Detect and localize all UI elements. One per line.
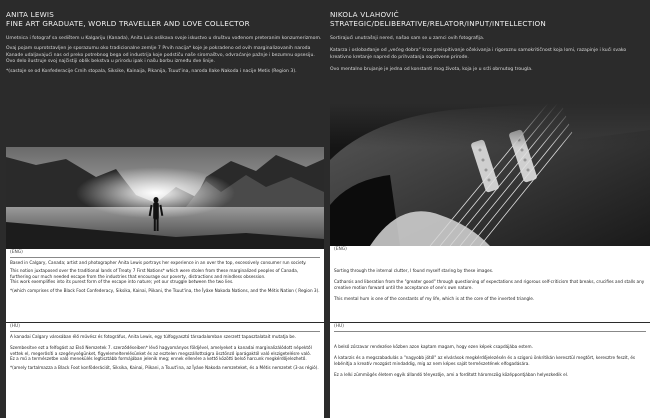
landscape-photo <box>6 147 324 249</box>
artist-name-right: NIKOLA VLAHOVIĆ <box>330 10 399 19</box>
language-tag-eng: (ENG) <box>334 247 347 252</box>
hungarian-translation-right <box>330 323 650 418</box>
left-paragraph: Umetnica i fotograf sa sedištem u Kalgariju (Kanada), Anita Luis oslikava svoje iskustvo u društvu vođenom preteranim konzumerizmom. <box>6 36 322 42</box>
right-header <box>330 0 648 28</box>
artist-subtitle-left: FINE ART GRADUATE, WORLD TRAVELLER AND LOVE COLLECTOR <box>6 18 250 28</box>
artist-subtitle-right: STRATEGIC/DELIBERATIVE/RELATOR/INPUT/INTELLECTION <box>330 18 546 28</box>
right-column <box>330 0 648 77</box>
right-paragraph: Sortirajući unutrašnji nered, našao sam se u zamci ovih fotografija. <box>330 36 485 42</box>
right-paragraph: Katarza i oslobađanje od „većeg dobra“ kroz preispitivanje očekivanja i rigoroznu samokritičnost koja lomi, razapinje i kući svako kreativno kretanje napred do prihvatanja sopstvene prirode. <box>330 48 627 60</box>
english-translation-left <box>6 249 324 322</box>
translation-paragraph: Ez a lelki zümmögés életem egyik állandó tényezője, ami a fordított háromszög középpontjában helyezkedik el. <box>334 372 569 378</box>
left-serbian-text <box>6 36 324 75</box>
translation-paragraph: A kanadai Calgary városában élő művész és fotográfus, Anita Lewis, egy túlfogyasztó társadalomban szerzett tapasztalatait mutatja be. <box>10 333 296 339</box>
left-header <box>6 0 324 28</box>
language-tag-hu: (HU) <box>334 323 646 332</box>
translation-paragraph: A katarzis és a megszabadulás a "nagyobb jótól" az elvárások megkérdőjelezésén és a szigorú önkritikán keresztül megtört, keresztre feszít, és lebénítja a kreatív mozgást mindaddig, míg az nem képes saját természetének elfogadására. <box>334 355 636 366</box>
lake-mountain-image <box>6 147 324 249</box>
right-serbian-text <box>330 36 648 73</box>
left-paragraph: *(sastoje se od Konfederacije Crnih stopala, Siksike, Kainaija, Pikanija, Tsuut'ina, naroda Ilake Nakoda i nacije Metis (Region 3). <box>6 69 297 74</box>
translation-paragraph: A belső zűrzavar rendezése közben azon kaptam magam, hogy ezen képek csapdájába estem. <box>334 343 533 349</box>
language-tag-hu: (HU) <box>10 323 320 332</box>
translation-paragraph: Sorting through the internal clutter, I found myself staring by these images. <box>334 267 494 273</box>
translation-paragraph: Szembesítve ezt a felfogást az Első Nemzetek 7. szerződéseiben* lévő hagyományos földjével, amelyeket a kanadai marginalizálódott népektől vettek el, megerősíti a szegénységünket, figyelemelterelésünket és az esztelen megszállottságra ösztönző iparágaktól való elszigetelésre való. <box>10 345 312 356</box>
translation-paragraph: *(amely tartalmazza a Black Foot konföderációt, Siksika, Kainai, Piikani, a Tsuut'ina, az Îyâxe Nakoda nemzeteket, és a Métis nemzetet (3-as régió). <box>10 364 319 370</box>
translation-paragraph: Based in Calgary, Canada; artist and photographer Anita Lewis portrays her experience in an over the top, excessively consumer run society. <box>10 259 307 265</box>
translation-paragraph: Ez a mű a természetbe való menekülés legtisztább formájában jelenik meg; ennek ellenére a kettő közötti belső harcunk megkérdőjelezhető. <box>10 356 307 362</box>
hungarian-translation-left <box>6 323 324 418</box>
left-paragraph: Ovaj pojam suprotstavljen je sporazumu oko tradicionalne zemlje 7 Prvih nacija* koje je pokradeno od ovih marginalizovanih naroda Kanade udaljavajući nas od preko potrebnog bega od industrija koje podstiču naše siromaštvo, odvraćanje pažnje i bezumnu opsesiju. <box>6 46 315 58</box>
left-paragraph: Ovo delo ilustruje svoj najčistiji oblik bekstva u prirodu ipak i našu borbu između dve linije. <box>6 58 215 64</box>
translation-paragraph: Catharsis and liberation from the "greater good" through questioning of expectations and rigorous self-criticism that breaks, crucifies and stalls any creative motion forward until the acceptance of one's own nature. <box>334 279 645 290</box>
right-paragraph: Ovo mentalno brujanje je jedna od konstanti mog života, koja je u srži obrnutog trougla. <box>330 66 533 72</box>
language-tag-eng: (ENG) <box>10 249 320 258</box>
translation-paragraph: This work exemplifies into its purest form of the escape into nature; yet our struggle between the two lies. <box>10 279 234 285</box>
english-translation-right <box>330 246 650 322</box>
artist-name-left: ANITA LEWIS <box>6 10 54 19</box>
translation-paragraph: This notion juxtaposed over the traditional lands of Treaty 7 First Nations* which were stolen from these marginalized peoples of Canada, furthering our much needed escape from the industries that encourage our poverty, distractions and mindless obsession. <box>10 268 299 279</box>
left-column <box>6 0 324 79</box>
translation-paragraph: This mental hum is one of the constants of my life, which is at the core of the inverted triangle. <box>334 296 535 302</box>
translation-paragraph: *(which comprises of the Black Foot Confederacy, Siksika, Kainai, Piikani, the Tsuut'ina, the Îyâxe Nakoda Nations, and the Métis Nation ( Region 3). <box>10 287 320 293</box>
